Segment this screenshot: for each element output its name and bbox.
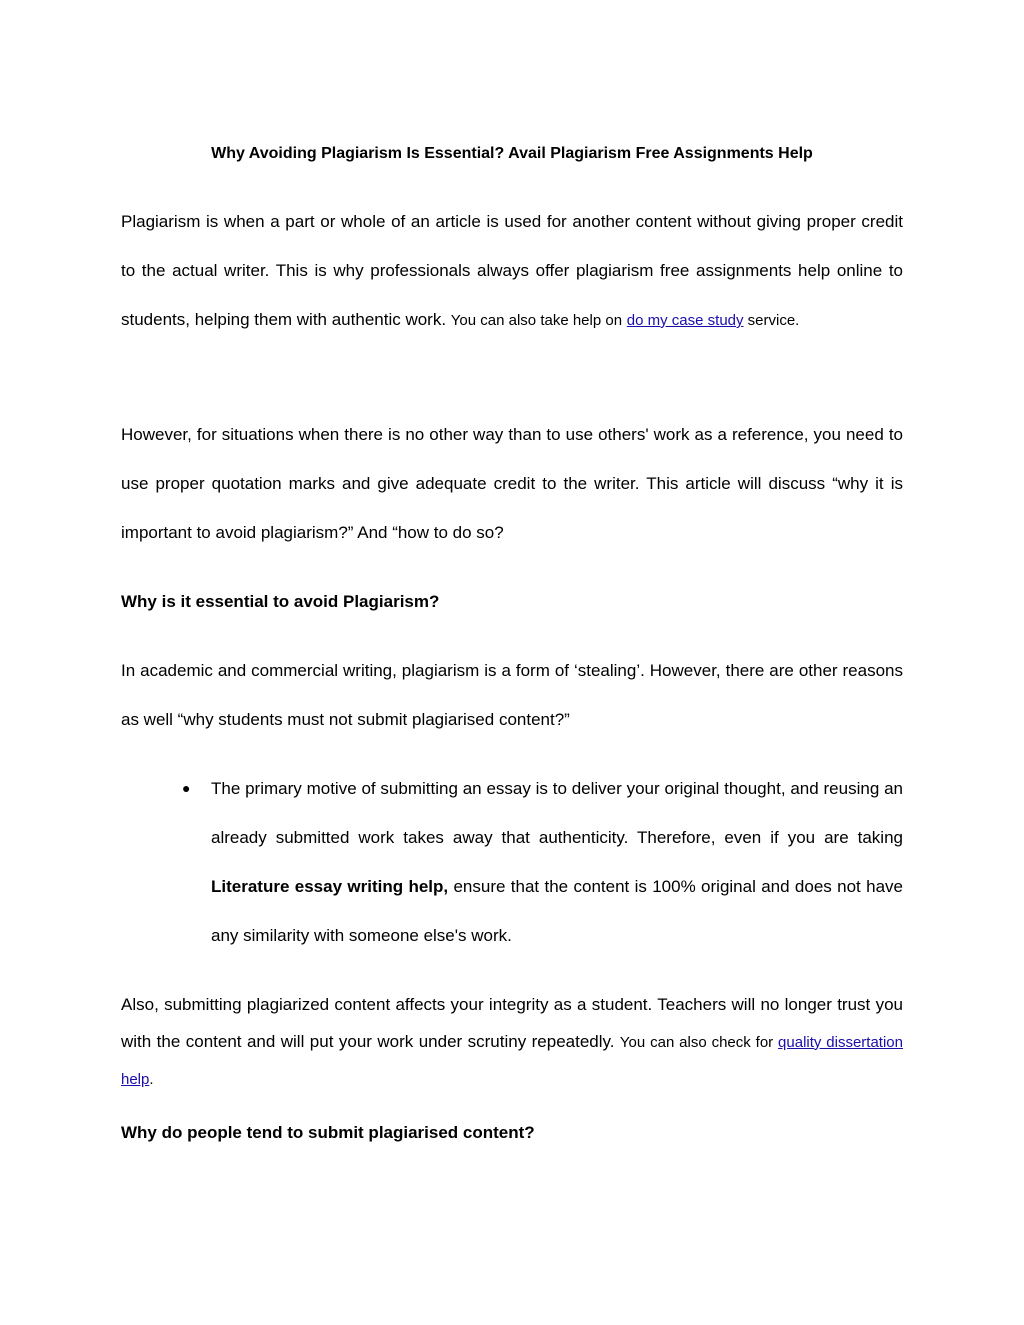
paragraph-quotation: However, for situations when there is no other way than to use others' work as a reference, you need to use proper quotation marks and give adequate credit to the writer. This article will discuss “why it is important to avoid plagiarism?” And “how to do so? — [121, 425, 903, 542]
paragraph-stealing: In academic and commercial writing, plagiarism is a form of ‘stealing’. However, there are other reasons as well “why students must not submit plagiarised content?” — [121, 661, 903, 729]
bullet-icon: ● — [182, 780, 191, 796]
paragraph-integrity — [121, 987, 903, 1099]
paragraph-intro — [121, 197, 903, 345]
bullet-list-item — [182, 764, 903, 960]
paragraph-intro-text: Plagiarism is when a part or whole of an article is used for another content without giving proper credit to the actual writer. This is why professionals always offer plagiarism free assignments help online to students, helping them with authentic work. — [121, 212, 903, 329]
do-my-case-study-link[interactable]: do my case study — [626, 312, 744, 329]
paragraph-integrity-text: Also, submitting plagiarized content affects your integrity as a student. Teachers will no longer trust you with the content and will put your work under scrutiny repeatedly. — [121, 995, 903, 1051]
bullet-bold-text: Literature essay writing help, — [211, 877, 449, 896]
paragraph-intro-small-text: You can also take help on — [450, 312, 623, 329]
quality-dissertation-help-link[interactable]: quality dissertation help — [121, 1033, 903, 1088]
paragraph-intro-after-link: service. — [743, 312, 800, 329]
section-heading-why-avoid: Why is it essential to avoid Plagiarism? — [121, 592, 440, 611]
paragraph-integrity-after-link: . — [149, 1071, 154, 1088]
document-page — [121, 0, 903, 1325]
bullet-text-before: The primary motive of submitting an essay is to deliver your original thought, and reusing an already submitted work takes away that authenticity. Therefore, even if you are taking — [211, 779, 903, 847]
section-heading-why-submit: Why do people tend to submit plagiarised content? — [121, 1123, 535, 1142]
bullet-text-after: ensure that the content is 100% original and does not have any similarity with someone else's work. — [211, 877, 903, 945]
paragraph-integrity-small-text: You can also check for — [619, 1033, 779, 1051]
document-title: Why Avoiding Plagiarism Is Essential? Avail Plagiarism Free Assignments Help — [211, 145, 813, 162]
